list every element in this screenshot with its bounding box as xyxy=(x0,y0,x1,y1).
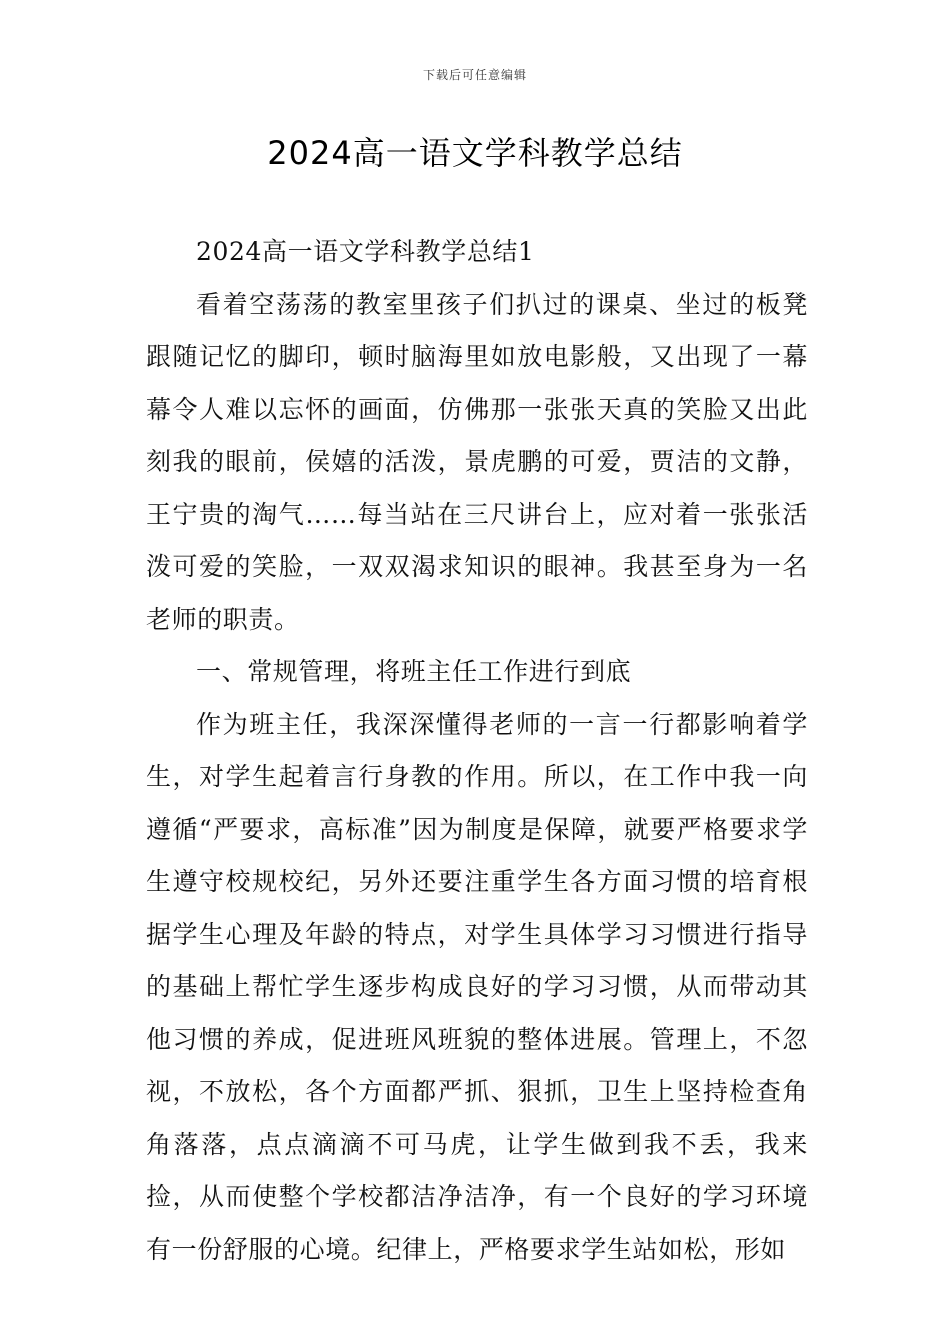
body-paragraph: 看着空荡荡的教室里孩子们扒过的课桌、坐过的板凳跟随记忆的脚印，顿时脑海里如放电影般，又出现了一幕幕令人难以忘怀的画面，仿佛那一张张天真的笑脸又出此刻我的眼前，侯嬉的活泼，景虎鹏的可爱，贾洁的文静，王宁贵的淘气……每当站在三尺讲台上，应对着一张张活泼可爱的笑脸，一双双渴求知识的眼神。我甚至身为一名老师的职责。 xyxy=(146,289,808,634)
body-paragraph: 作为班主任，我深深懂得老师的一言一行都影响着学生，对学生起着言行身教的作用。所以，在工作中我一向遵循“严要求，高标准”因为制度是保障，就要严格要求学生遵守校规校纪，另外还要注重学生各方面习惯的培育根据学生心理及年龄的特点，对学生具体学习习惯进行指导的基础上帮忙学生逐步构成良好的学习习惯，从而带动其他习惯的养成，促进班风班貌的整体进展。管理上，不忽视，不放松，各个方面都严抓、狠抓，卫生上坚持检查角角落落，点点滴滴不可马虎，让学生做到我不丢，我来捡，从而使整个学校都洁净洁净，有一个良好的学习环境有一份舒服的心境。纪律上，严格要求学生站如松，形如 xyxy=(146,709,808,1264)
document-body xyxy=(146,226,808,1276)
document-title: 2024高一语文学科教学总结 xyxy=(267,134,683,172)
subsection-heading: 一、常规管理，将班主任工作进行到底 xyxy=(196,657,632,686)
header-note: 下载后可任意编辑 xyxy=(422,68,527,82)
section-heading: 2024高一语文学科教学总结1 xyxy=(196,237,535,266)
